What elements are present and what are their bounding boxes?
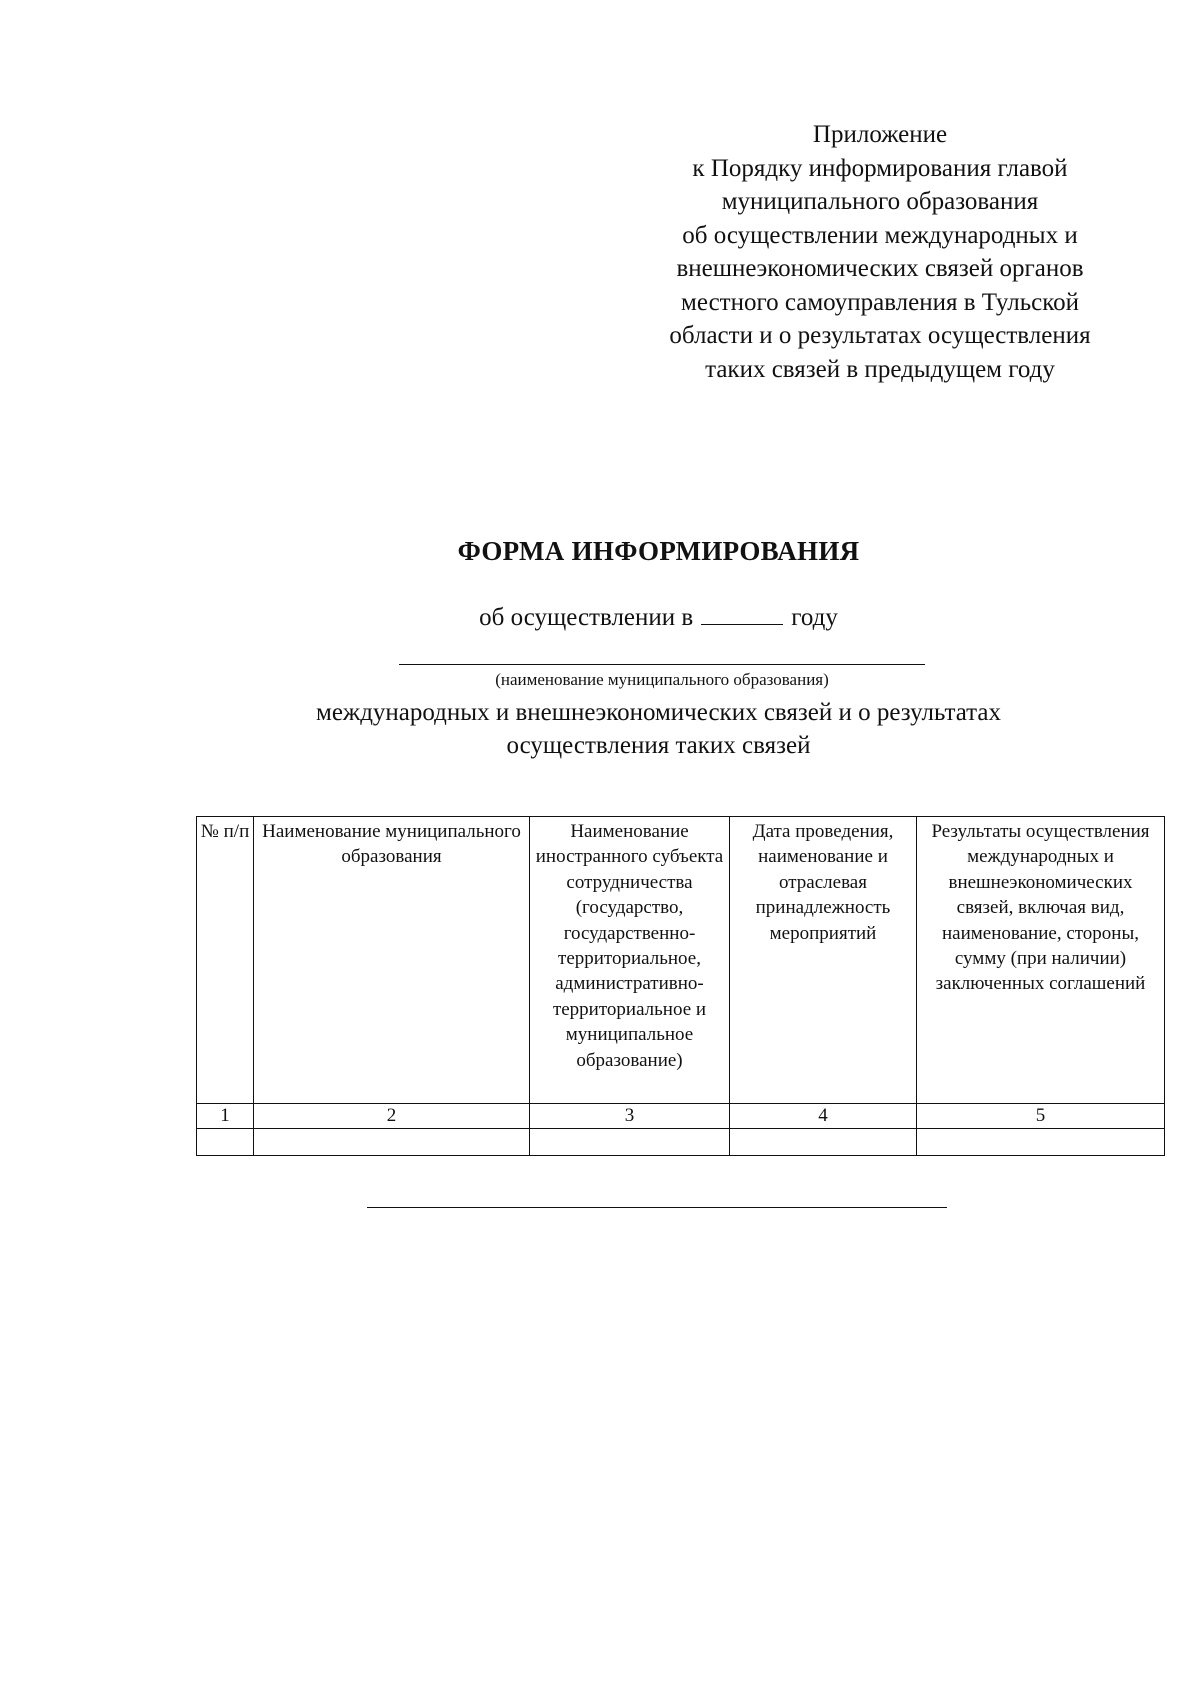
- report-table: [196, 816, 1165, 1156]
- subtitle2-line: осуществления таких связей: [506, 732, 811, 759]
- column-number: 4: [730, 1104, 917, 1129]
- appendix-line: области и о результатах осуществления: [669, 322, 1091, 349]
- column-number: 5: [917, 1104, 1165, 1129]
- table-row: [197, 1129, 1165, 1156]
- header-foreign-subject: Наименование иностранного субъекта сотрудничества (государство, государственно-территориальное, административно-территориальное и муниципальное образование): [530, 817, 730, 1104]
- header-event-date: Дата проведения, наименование и отраслевая принадлежность мероприятий: [730, 817, 917, 1104]
- column-number: 2: [254, 1104, 530, 1129]
- appendix-line: об осуществлении международных и: [682, 221, 1078, 249]
- table-header-row: [197, 817, 1165, 1104]
- appendix-block: [620, 118, 1140, 386]
- appendix-line: внешнеэкономических связей органов: [676, 255, 1084, 282]
- appendix-line: таких связей в предыдущем году: [705, 355, 1055, 383]
- header-number: № п/п: [197, 817, 254, 1104]
- subtitle2-line: международных и внешнеэкономических связей и о результатах: [316, 699, 1001, 726]
- appendix-line: к Порядку информирования главой: [692, 154, 1068, 182]
- form-title: ФОРМА ИНФОРМИРОВАНИЯ: [457, 536, 860, 566]
- form-subtitle: [0, 604, 1200, 632]
- appendix-line: местного самоуправления в Тульской: [681, 288, 1079, 316]
- empty-cell[interactable]: [197, 1129, 254, 1156]
- appendix-line: Приложение: [812, 121, 948, 148]
- empty-cell[interactable]: [254, 1129, 530, 1156]
- subtitle-before: об осуществлении в: [479, 604, 694, 631]
- column-number: 1: [197, 1104, 254, 1129]
- bottom-divider: [367, 1207, 947, 1208]
- municipality-name-line[interactable]: [399, 664, 925, 665]
- empty-cell[interactable]: [730, 1129, 917, 1156]
- year-blank-field[interactable]: [701, 604, 783, 625]
- appendix-line: муниципального образования: [721, 188, 1039, 215]
- empty-cell[interactable]: [917, 1129, 1165, 1156]
- empty-cell[interactable]: [530, 1129, 730, 1156]
- municipality-name-caption: (наименование муниципального образования): [495, 670, 829, 689]
- column-number-row: [197, 1104, 1165, 1129]
- column-number: 3: [530, 1104, 730, 1129]
- header-results: Результаты осуществления международных и внешнеэкономических связей, включая вид, наименование, стороны, сумму (при наличии) заключенных соглашений: [917, 817, 1165, 1104]
- subtitle-after: году: [791, 604, 838, 631]
- form-subtitle-continued: [0, 696, 1200, 762]
- header-municipality: Наименование муниципального образования: [254, 817, 530, 1104]
